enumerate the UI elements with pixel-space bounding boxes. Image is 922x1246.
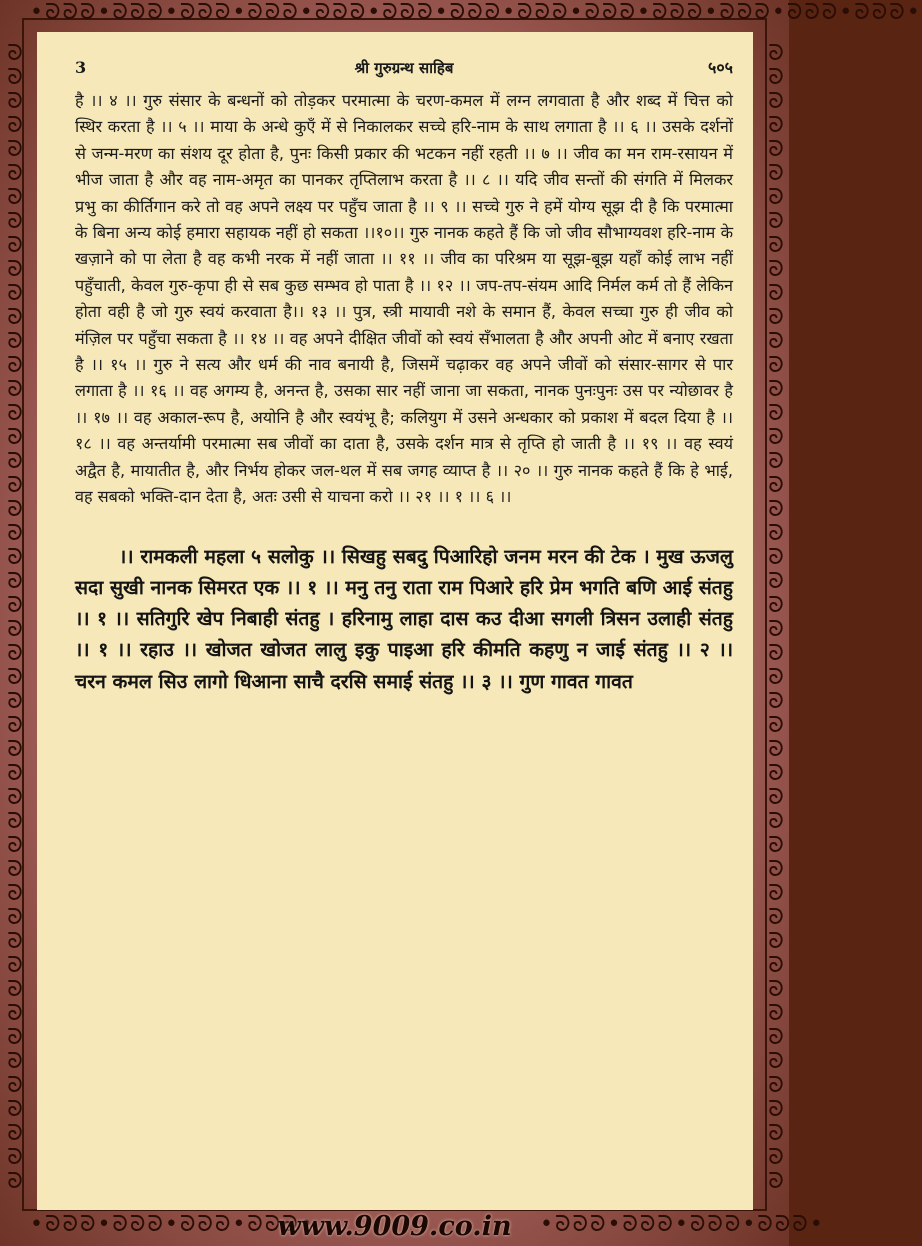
gurbani-paragraph: ।। रामकली महला ५ सलोकु ।। सिखहु सबदु पिआरिहो जनम मरन की टेक । मुख ऊजलु सदा सुखी नानक सिमरत एक ।। १ ।। मनु तनु राता राम पिआरे हरि प्रेम भगति बणि आई संतहु ।। १ ।। सतिगुरि खेप निबाही संतहु । हरिनामु लाहा दास कउ दीआ सगली त्रिसन उलाही संतहु ।। १ ।। रहाउ ।। खोजत खोजत लालु इकु पाइआ हरि कीमति कहणु न जाई संतहु ।। २ ।। चरन कमल सिउ लागो धिआना साचै दरसि समाई संतहु ।। ३ ।। गुण गावत गावत <box>75 544 733 693</box>
page-title: श्री गुरुग्रन्थ साहिब <box>354 59 454 77</box>
bottom-right-scroll-ornament: •ᘐᘐᘐ•ᘐᘐᘐ•ᘐᘐᘐ•ᘐᘐᘐ• <box>540 1212 825 1237</box>
left-scroll-ornament: ᘐᘐᘐᘐᘐᘐᘐᘐᘐᘐᘐᘐᘐᘐᘐᘐᘐᘐᘐᘐᘐᘐᘐᘐᘐᘐᘐᘐᘐᘐᘐᘐᘐᘐᘐᘐᘐᘐᘐᘐᘐᘐᘐᘐᘐᘐᘐᘐ <box>3 42 28 1195</box>
translation-paragraph: है ।। ४ ।। गुरु संसार के बन्धनों को तोड़कर परमात्मा के चरण-कमल में लग्न लगवाता है और शब्द में चित्त को स्थिर करता है ।। ५ ।। माया के अन्धे कुएँ में से निकालकर सच्चे हरि-नाम के साथ लगाता है ।। ६ ।। उसके दर्शनों से जन्म-मरण का संशय दूर होता है, पुनः किसी प्रकार की भटकन नहीं रहती ।। ७ ।। जीव का मन राम-रसायन में भीज जाता है और वह नाम-अमृत का पानकर तृप्तिलाभ करता है ।। ८ ।। यदि जीव सन्तों की संगति में मिलकर प्रभु का कीर्तिगान करे तो वह अपने लक्ष्य पर पहुँच जाता है ।। ९ ।। सच्चे गुरु ने हमें योग्य सूझ दी है कि परमात्मा के बिना अन्य कोई हमारा सहायक नहीं हो सकता ।।१०।। गुरु नानक कहते हैं कि जो जीव सौभाग्यवश हरि-नाम के खज़ाने को पा लेता है वह कभी नरक में नहीं जाता ।। ११ ।। जीव का परिश्रम या सूझ-बूझ यहाँ कोई लाभ नहीं पहुँचाती, केवल गुरु-कृपा ही से सब कुछ सम्भव हो पाता है ।। १२ ।। जप-तप-संयम आदि निर्मल कर्म तो हैं लेकिन होता वही है जो गुरु स्वयं करवाता है।। १३ ।। पुत्र, स्त्री मायावी नशे के समान हैं, केवल सच्चा गुरु ही जीव को मंज़िल पर पहुँचा सकता है ।। १४ ।। वह अपने दीक्षित जीवों को स्वयं सँभालता है और अपनी ओट में बनाए रखता है ।। १५ ।। गुरु ने सत्य और धर्म की नाव बनायी है, जिसमें चढ़ाकर वह अपने जीवों को संसार-सागर से पार लगाता है ।। १६ ।। वह अगम्य है, अनन्त है, उसका सार नहीं जाना जा सकता, नानक पुनःपुनः उस पर न्योछावर है ।। १७ ।। वह अकाल-रूप है, अयोनि है और स्वयंभू है; कलियुग में उसने अन्धकार को प्रकाश में बदल दिया है ।। १८ ।। वह अन्तर्यामी परमात्मा सब जीवों का दाता है, उसके दर्शन मात्र से तृप्ति हो जाती है ।। १९ ।। वह स्वयं अद्वैत है, मायातीत है, और निर्भय होकर जल-थल में सब जगह व्याप्त है ।। २० ।। गुरु नानक कहते हैं कि हे भाई, वह सबको भक्ति-दान देता है, अतः उसी से याचना करो ।। २१ ।। १ ।। ६ ।। <box>75 91 733 507</box>
right-scroll-ornament: ᘐᘐᘐᘐᘐᘐᘐᘐᘐᘐᘐᘐᘐᘐᘐᘐᘐᘐᘐᘐᘐᘐᘐᘐᘐᘐᘐᘐᘐᘐᘐᘐᘐᘐᘐᘐᘐᘐᘐᘐᘐᘐᘐᘐᘐᘐᘐᘐ <box>764 42 789 1195</box>
volume-number: 3 <box>75 58 87 77</box>
page-header <box>75 56 733 84</box>
page-number: ५०५ <box>708 58 733 77</box>
gurbani-verse <box>75 541 733 697</box>
top-scroll-ornament: •ᘐᘐᘐ•ᘐᘐᘐ•ᘐᘐᘐ•ᘐᘐᘐ•ᘐᘐᘐ•ᘐᘐᘐ•ᘐᘐᘐ•ᘐᘐᘐ•ᘐᘐᘐ•ᘐᘐᘐ•ᘐᘐᘐ•ᘐᘐᘐ•ᘐᘐᘐ• <box>30 0 922 25</box>
website-watermark: www.9009.co.in <box>277 1211 512 1242</box>
scripture-page <box>37 32 753 1210</box>
hindi-translation <box>75 88 733 511</box>
bottom-left-scroll-ornament: •ᘐᘐᘐ•ᘐᘐᘐ•ᘐᘐᘐ•ᘐᘐᘐ• <box>30 1212 315 1237</box>
